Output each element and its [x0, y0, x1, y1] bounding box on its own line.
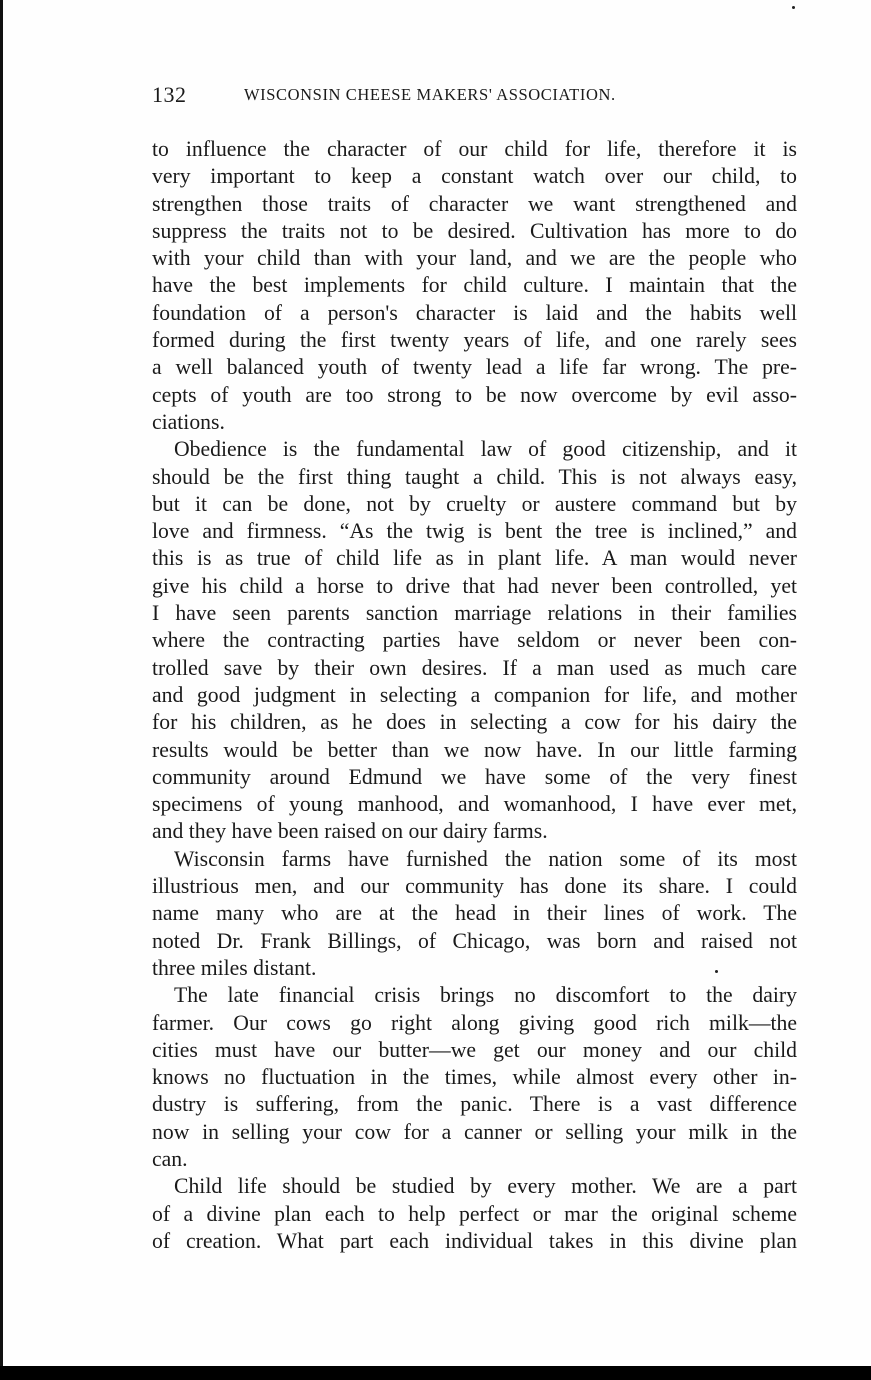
- text-line: trolled save by their own desires. If a man used as much care: [152, 655, 797, 680]
- text-line: of creation. What part each individual takes in this divine plan: [152, 1228, 797, 1253]
- text-line: illustrious men, and our community has done its share. I could: [152, 874, 797, 899]
- text-line: dustry is suffering, from the panic. There is a vast difference: [152, 1092, 797, 1117]
- text-line: specimens of young manhood, and womanhood, I have ever met,: [152, 792, 797, 817]
- running-head: WISCONSIN CHEESE MAKERS' ASSOCIATION.: [244, 85, 616, 104]
- page-number: 132: [152, 82, 187, 107]
- text-line: The late financial crisis brings no discomfort to the dairy: [174, 983, 797, 1008]
- text-line: but it can be done, not by cruelty or austere command but by: [152, 491, 797, 516]
- text-line: a well balanced youth of twenty lead a life far wrong. The pre-: [152, 355, 797, 380]
- page-bottom-edge: [0, 1366, 871, 1380]
- text-line: cepts of youth are too strong to be now overcome by evil asso-: [152, 382, 797, 407]
- text-line: and they have been raised on our dairy farms.: [152, 819, 548, 844]
- text-line: community around Edmund we have some of the very finest: [152, 764, 797, 789]
- text-line: formed during the first twenty years of life, and one rarely sees: [152, 328, 797, 353]
- text-line: of a divine plan each to help perfect or mar the original scheme: [152, 1201, 797, 1226]
- text-line: strengthen those traits of character we want strengthened and: [152, 191, 797, 216]
- text-line: knows no fluctuation in the times, while almost every other in-: [152, 1065, 797, 1090]
- text-line: Wisconsin farms have furnished the nation some of its most: [174, 846, 797, 871]
- text-line: to influence the character of our child for life, therefore it is: [152, 137, 797, 161]
- text-line: can.: [152, 1146, 188, 1171]
- text-line: should be the first thing taught a child. This is not always easy,: [152, 464, 797, 489]
- text-line: with your child than with your land, and we are the people who: [152, 246, 797, 271]
- text-line: now in selling your cow for a canner or selling your milk in the: [152, 1119, 797, 1144]
- text-line: I have seen parents sanction marriage relations in their families: [152, 601, 797, 626]
- text-line: give his child a horse to drive that had never been controlled, yet: [152, 573, 797, 598]
- paragraph: [152, 136, 797, 436]
- text-line: cities must have our butter—we get our money and our child: [152, 1037, 797, 1062]
- text-line: three miles distant.: [152, 955, 317, 980]
- paragraph: [152, 982, 797, 1173]
- text-line: have the best implements for child culture. I maintain that the: [152, 273, 797, 298]
- text-line: ciations.: [152, 409, 225, 434]
- text-line: for his children, as he does in selecting a cow for his dairy the: [152, 710, 797, 735]
- text-line: love and firmness. “As the twig is bent the tree is inclined,” and: [152, 519, 797, 544]
- text-line: very important to keep a constant watch over our child, to: [152, 164, 797, 189]
- paragraph: [152, 436, 797, 845]
- paragraph: [152, 846, 797, 982]
- text-line: where the contracting parties have seldom or never been con-: [152, 628, 797, 653]
- text-line: noted Dr. Frank Billings, of Chicago, was born and raised not: [152, 928, 797, 953]
- text-line: suppress the traits not to be desired. Cultivation has more to do: [152, 218, 797, 243]
- paragraph: [152, 1173, 797, 1255]
- text-line: name many who are at the head in their lines of work. The: [152, 901, 797, 926]
- page-header: [152, 82, 797, 112]
- text-line: farmer. Our cows go right along giving good rich milk—the: [152, 1010, 797, 1035]
- body-text: [152, 136, 797, 1255]
- scan-speck: [792, 6, 795, 9]
- page-left-edge: [0, 0, 3, 1366]
- text-line: results would be better than we now have. In our little farming: [152, 737, 797, 762]
- text-line: Child life should be studied by every mother. We are a part: [174, 1174, 797, 1199]
- text-line: foundation of a person's character is laid and the habits well: [152, 300, 797, 325]
- text-line: and good judgment in selecting a companion for life, and mother: [152, 682, 797, 707]
- text-line: Obedience is the fundamental law of good citizenship, and it: [174, 437, 797, 462]
- text-line: this is as true of child life as in plant life. A man would never: [152, 546, 797, 571]
